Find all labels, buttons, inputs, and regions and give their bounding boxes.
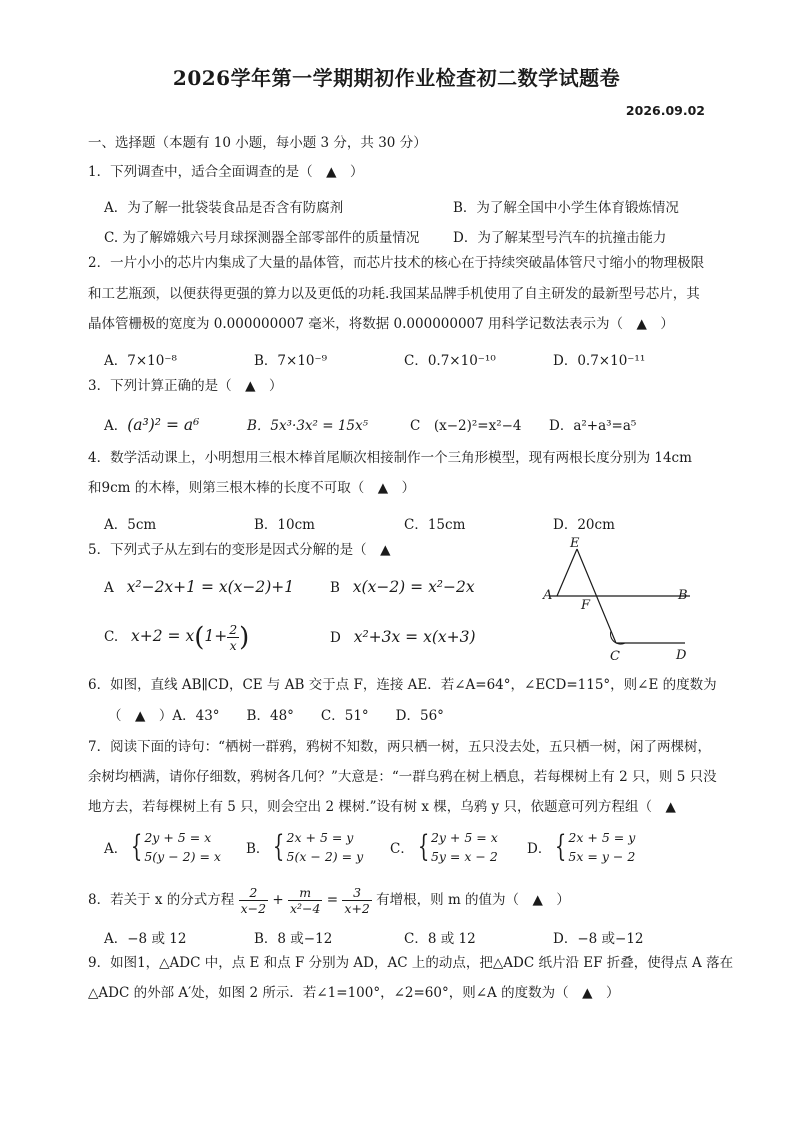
question-2-option-b: B．7×10⁻⁹ <box>254 353 328 369</box>
question-3-stem: 3．下列计算正确的是（ ▲ ） <box>88 378 283 394</box>
question-7-option-c <box>390 828 498 866</box>
question-5-option-a <box>104 578 294 596</box>
question-1-stem: 1．下列调查中，适合全面调查的是（ ▲ ） <box>88 164 364 180</box>
question-7-line-3: 地方去，若每棵树上有 5 只，则会空出 2 棵树.”设有树 x 棵，乌鸦 y 只，依题意可列方程组（ ▲ <box>88 799 676 815</box>
question-4-line-2: 和9cm 的木棒，则第三根木棒的长度不可取（ ▲ ） <box>88 480 416 496</box>
question-2-line-3: 晶体管栅极的宽度为 0.000000007 毫米，将数据 0.000000007 用科学记数法表示为（ ▲ ） <box>88 316 674 332</box>
question-5-stem: 5．下列式子从左到右的变形是因式分解的是（ ▲ <box>88 542 391 558</box>
fraction-3 <box>342 885 371 916</box>
question-1-option-b: B．为了解全国中小学生体育锻炼情况 <box>453 200 679 216</box>
question-5-option-c-fraction <box>227 622 239 653</box>
question-5-option-c: C. x+2 = x(1+ $\frac{2}{x}$ ) <box>104 622 250 653</box>
question-8-prefix: 8．若关于 x 的分式方程 <box>88 891 235 908</box>
parallel-lines-figure <box>535 535 715 670</box>
question-7-option-b-label: B． <box>246 841 270 857</box>
equation-system-c <box>431 828 498 866</box>
question-9-line-2: △ADC 的外部 A′处，如图 2 所示．若∠1=100°，∠2=60°，则∠A 的度数为（ ▲ ） <box>88 985 620 1001</box>
brace-icon: { <box>273 829 285 864</box>
equation-a1: 2y + 5 = x <box>144 830 212 845</box>
question-4-option-d: D．20cm <box>553 517 615 533</box>
question-6-line-2: （ ▲ ）A．43° B．48° C．51° D．56° <box>108 708 444 724</box>
question-1-option-d: D．为了解某型号汽车的抗撞击能力 <box>453 230 667 246</box>
left-paren-icon: ( <box>194 622 205 653</box>
line-ae <box>557 549 577 596</box>
label-b: B <box>678 588 688 603</box>
equation-c2: 5y = x − 2 <box>430 849 498 864</box>
fraction-2-denominator: x²−4 <box>289 901 321 916</box>
question-7-option-a-label: A． <box>104 841 128 857</box>
question-4-line-1: 4．数学活动课上，小明想用三根木棒首尾顺次相接制作一个三角形模型，现有两根长度分别为 14cm <box>88 450 692 466</box>
label-c: C <box>610 649 620 664</box>
question-5-option-c-label: C. <box>104 629 119 645</box>
question-2-option-c: C．0.7×10⁻¹⁰ <box>404 353 496 369</box>
label-e: E <box>570 536 580 551</box>
fraction-2-numerator: m <box>288 885 323 901</box>
question-3-option-c: C (x−2)²=x²−4 <box>410 418 522 434</box>
fraction-2 <box>288 885 323 916</box>
question-7-option-d-label: D． <box>527 841 552 857</box>
label-a: A <box>543 588 553 603</box>
fraction-numerator: 2 <box>229 622 238 637</box>
equation-b2: 5(x − 2) = y <box>286 849 364 864</box>
fraction-1-denominator: x−2 <box>240 901 267 916</box>
equation-d2: 5x = y − 2 <box>568 849 636 864</box>
question-5-option-a-expr: x²−2x+1 = x(x−2)+1 <box>126 578 295 596</box>
question-8-option-b: B．8 或−12 <box>254 931 333 947</box>
question-7-option-b <box>246 828 363 866</box>
fraction-3-numerator: 3 <box>342 885 371 901</box>
question-7-line-2: 余树均栖满，请你仔细数，鸦树各几何？”大意是：“一群乌鸦在树上栖息，若每棵树上有 2 只，则 5 只没 <box>88 769 717 785</box>
brace-icon: { <box>131 829 143 864</box>
question-2-line-2: 和工艺瓶颈，以便获得更强的算力以及更低的功耗.我国某品牌手机使用了自主研发的最新型号芯片，其 <box>88 286 700 302</box>
brace-icon: { <box>555 829 567 864</box>
question-5-option-b-expr: x(x−2) = x²−2x <box>352 578 475 596</box>
question-5-option-d-expr: x²+3x = x(x+3) <box>353 628 476 646</box>
equation-c1: 2y + 5 = x <box>430 830 498 845</box>
question-3-option-a-label: A． <box>104 418 128 434</box>
question-7-line-1: 7．阅读下面的诗句：“栖树一群鸦，鸦树不知数，两只栖一树，五只没去处，五只栖一树，闲了两棵树， <box>88 739 711 755</box>
fraction-1-numerator: 2 <box>239 885 268 901</box>
question-1-option-a: A．为了解一批袋装食品是否含有防腐剂 <box>104 200 344 216</box>
question-7-option-d <box>527 828 635 866</box>
question-8-stem <box>88 885 570 916</box>
question-8-option-c: C．8 或 12 <box>404 931 476 947</box>
question-4-option-c: C．15cm <box>404 517 466 533</box>
question-3-option-d: D．a²+a³=a⁵ <box>549 418 637 434</box>
question-1-option-c: C. 为了解嫦娥六号月球探测器全部零部件的质量情况 <box>104 230 420 246</box>
question-4-option-b: B．10cm <box>254 517 315 533</box>
question-9-line-1: 9．如图1，△ADC 中，点 E 和点 F 分别为 AD，AC 上的动点，把△ADC 纸片沿 EF 折叠，使得点 A 落在 <box>88 955 734 971</box>
question-6-line-1: 6．如图，直线 AB∥CD，CE 与 AB 交于点 F，连接 AE．若∠A=64°，∠ECD=115°，则∠E 的度数为 <box>88 677 717 693</box>
question-5-option-a-label: A <box>104 580 114 596</box>
page-title: 2026学年第一学期期初作业检查初二数学试题卷 <box>172 66 621 90</box>
question-5-option-b-label: B <box>330 580 340 596</box>
question-2-option-a: A．7×10⁻⁸ <box>104 353 177 369</box>
question-8-option-d: D．−8 或−12 <box>553 931 644 947</box>
angle-ecd-arc <box>611 631 625 644</box>
question-5-option-d <box>330 628 476 646</box>
equals-sign: = <box>326 891 339 908</box>
equation-system-d <box>568 828 635 866</box>
question-8-option-a: A．−8 或 12 <box>104 931 187 947</box>
fraction-1 <box>239 885 268 916</box>
question-2-option-d: D．0.7×10⁻¹¹ <box>553 353 646 369</box>
right-paren-icon: ) <box>239 622 250 653</box>
question-5-option-d-label: D <box>330 630 341 646</box>
question-5-option-b <box>330 578 475 596</box>
equation-b1: 2x + 5 = y <box>286 830 354 845</box>
section-heading: 一、选择题（本题有 10 小题，每小题 3 分，共 30 分） <box>88 135 427 151</box>
equation-system-a <box>144 828 221 866</box>
question-2-line-1: 2．一片小小的芯片内集成了大量的晶体管，而芯片技术的核心在于持续突破晶体管尺寸缩小的物理极限 <box>88 255 705 271</box>
question-3-option-a <box>104 414 199 434</box>
label-f: F <box>581 598 591 613</box>
question-7-option-a <box>104 828 221 866</box>
fraction-3-denominator: x+2 <box>344 901 370 916</box>
fraction-denominator: x <box>229 638 237 653</box>
equation-d1: 2x + 5 = y <box>568 830 636 845</box>
question-5-option-c-left: x+2 = x <box>131 627 195 645</box>
question-3-option-b: B．5x³·3x² = 15x⁵ <box>247 418 369 434</box>
question-7-option-c-label: C． <box>390 841 414 857</box>
exam-date: 2026.09.02 <box>625 103 705 118</box>
brace-icon: { <box>417 829 430 864</box>
plus-sign: + <box>272 891 284 908</box>
equation-a2: 5(y − 2) = x <box>144 849 221 864</box>
question-4-option-a: A．5cm <box>104 517 157 533</box>
question-8-suffix: 有增根，则 m 的值为（ ▲ ） <box>376 891 570 908</box>
label-d: D <box>676 648 687 663</box>
question-3-option-a-expr: (a³)² = a⁶ <box>127 416 200 434</box>
equation-system-b <box>287 828 364 866</box>
